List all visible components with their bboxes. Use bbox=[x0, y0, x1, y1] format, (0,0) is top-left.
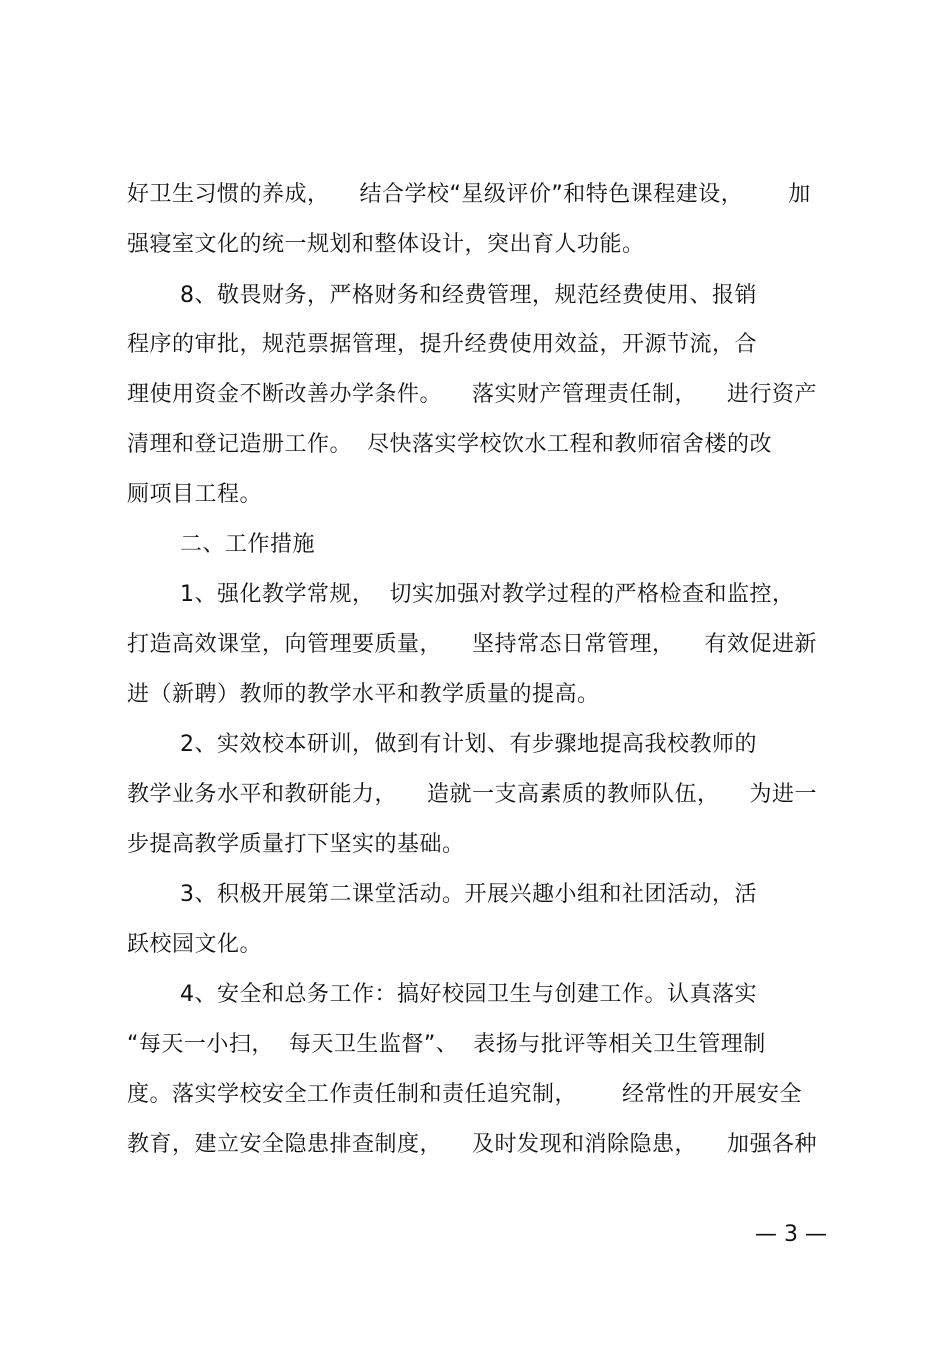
text-line: 强寝室文化的统一规划和整体设计，突出育人功能。 bbox=[127, 232, 645, 257]
text-line: 厕项目工程。 bbox=[127, 482, 263, 507]
text-line: 教育，建立安全隐患排查制度， 及时发现和消除隐患， 加强各种 bbox=[127, 1132, 817, 1157]
text-line: 3、积极开展第二课堂活动。开展兴趣小组和社团活动，活 bbox=[180, 882, 757, 907]
text-line: 程序的审批，规范票据管理，提升经费使用效益，开源节流，合 bbox=[127, 332, 758, 357]
text-line: 打造高效课堂，向管理要质量， 坚持常态日常管理， 有效促进新 bbox=[127, 632, 817, 657]
text-line: 跃校园文化。 bbox=[127, 932, 263, 957]
text-line: 度。落实学校安全工作责任制和责任追究制， 经常性的开展安全 bbox=[127, 1082, 802, 1107]
text-line: 教学业务水平和教研能力， 造就一支高素质的教师队伍， 为进一 bbox=[127, 782, 817, 807]
text-line: 2、实效校本研训，做到有计划、有步骤地提高我校教师的 bbox=[180, 732, 757, 757]
text-line: 好卫生习惯的养成， 结合学校“星级评价”和特色课程建设， 加 bbox=[127, 182, 811, 207]
section-heading: 二、工作措施 bbox=[180, 532, 316, 557]
text-line: “每天一小扫， 每天卫生监督”、 表扬与批评等相关卫生管理制 bbox=[127, 1032, 766, 1057]
text-line: 理使用资金不断改善办学条件。 落实财产管理责任制， 进行资产 bbox=[127, 382, 817, 407]
page-number: — 3 — bbox=[755, 1222, 827, 1247]
text-line: 步提高教学质量打下坚实的基础。 bbox=[127, 832, 465, 857]
text-line: 4、安全和总务工作：搞好校园卫生与创建工作。认真落实 bbox=[180, 982, 757, 1007]
text-line: 进（新聘）教师的教学水平和教学质量的提高。 bbox=[127, 682, 600, 707]
text-line: 8、敬畏财务，严格财务和经费管理，规范经费使用、报销 bbox=[180, 283, 757, 308]
text-line: 1、强化教学常规， 切实加强对教学过程的严格检查和监控， bbox=[180, 582, 795, 607]
text-line: 清理和登记造册工作。 尽快落实学校饮水工程和教师宿舍楼的改 bbox=[127, 432, 772, 457]
